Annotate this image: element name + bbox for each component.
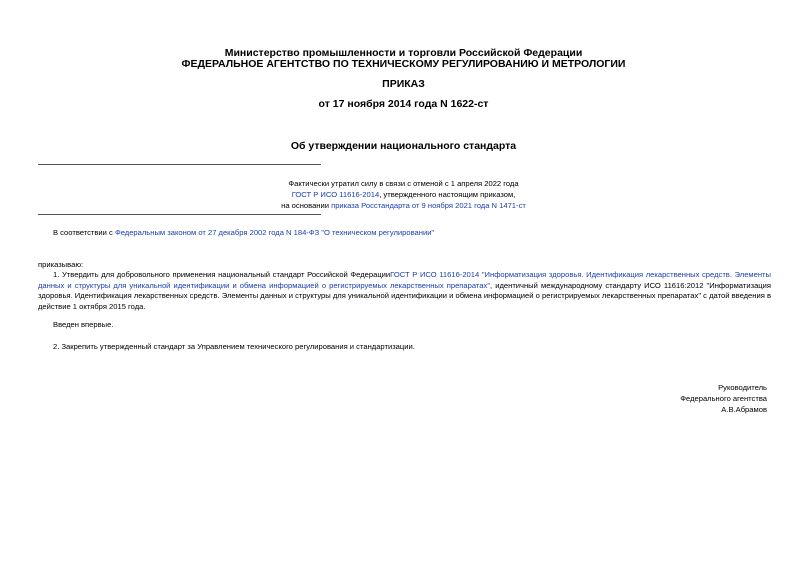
federal-law-link[interactable]: Федеральным законом от 27 декабря 2002 года N 184-ФЗ "О техническом регулировании"	[114, 228, 435, 237]
orders-label: приказываю:	[38, 260, 84, 269]
doc-title: Об утверждении национального стандарта	[290, 140, 517, 152]
separator-top	[38, 164, 321, 165]
doc-date-number: от 17 ноября 2014 года N 1622-ст	[318, 98, 489, 110]
separator-bottom	[38, 214, 321, 215]
agency-name: ФЕДЕРАЛЬНОЕ АГЕНТСТВО ПО ТЕХНИЧЕСКОМУ РЕГУЛИРОВАНИЮ И МЕТРОЛОГИИ	[181, 58, 626, 70]
status-note-line3-text: на основании	[281, 201, 332, 210]
status-note-line2-text: , утвержденного настоящим приказом,	[379, 190, 516, 199]
status-note-line1: Фактически утратил силу в связи с отменой с 1 апреля 2022 года	[288, 179, 519, 188]
preamble	[53, 228, 434, 239]
order-item-2: 2. Закрепить утвержденный стандарт за Управлением технического регулирования и стандартизации.	[53, 342, 415, 351]
introduced-note: Введен впервые.	[53, 320, 114, 329]
order-item-1	[38, 270, 771, 312]
signature-name: А.В.Абрамов	[721, 405, 767, 414]
rosstandart-order-link[interactable]: приказа Росстандарта от 9 ноября 2021 года N 1471-ст	[331, 201, 526, 210]
status-note-line2	[0, 189, 807, 200]
order-item-1-text: 1. Утвердить для добровольного применения национальный стандарт Российской Федерации	[53, 270, 391, 279]
ministry-name: Министерство промышленности и торговли Российской Федерации	[224, 47, 583, 59]
standard-link[interactable]: ГОСТ Р ИСО 11616-2014	[291, 190, 380, 199]
preamble-text: В соответствии с	[53, 228, 115, 237]
gost-standard-link[interactable]: ГОСТ Р ИСО 11616-2014 "Информатизация здоровья. Идентификация лекарственных средств. Элементы данных и структуры для уникальной идентификации и обмена информацией о регистрируемых лекарственных препаратах"	[38, 270, 771, 290]
signature-agency: Федерального агентства	[680, 394, 767, 403]
order-item-1-rest: , идентичный международному стандарту ИСО 11616:2012 "Информатизация здоровья. Идентификация лекарственных средств. Элементы данных и структуры для уникальной идентификации и обмена информацией о регистрируемых лекарственных препаратах" с датой введения в действие 1 октября 2015 года.	[38, 280, 771, 311]
signature-title: Руководитель	[718, 383, 767, 392]
doc-type: ПРИКАЗ	[382, 78, 425, 90]
status-note-line3	[0, 200, 807, 211]
